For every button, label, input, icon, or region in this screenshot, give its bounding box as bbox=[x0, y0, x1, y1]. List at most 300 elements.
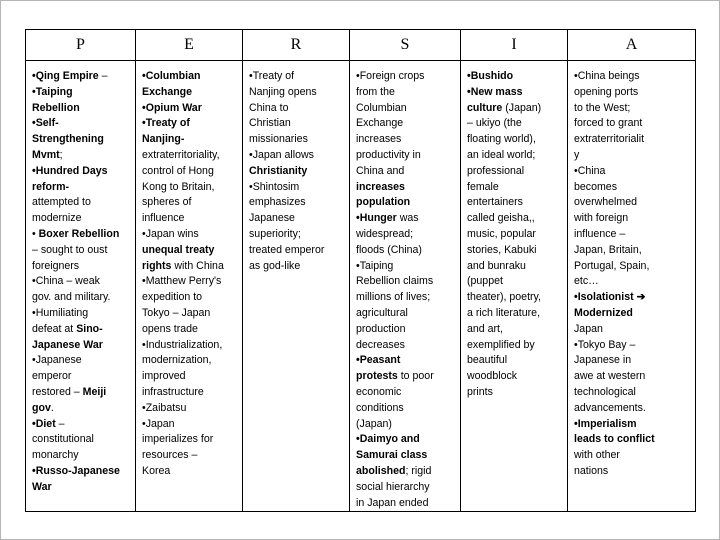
text-run: overwhelmed bbox=[574, 196, 638, 209]
cell-line bbox=[574, 322, 691, 338]
text-run: entertainers bbox=[467, 196, 523, 209]
bold-term: Boxer Rebellion bbox=[38, 227, 120, 240]
header-area: A bbox=[568, 30, 696, 61]
text-run: attempted to bbox=[32, 196, 91, 209]
text-run: (puppet bbox=[467, 275, 503, 288]
cell-line bbox=[467, 385, 563, 401]
text-run: forced to grant bbox=[574, 117, 643, 130]
cell-line bbox=[249, 180, 345, 196]
cell-line bbox=[574, 85, 691, 101]
cell-line bbox=[356, 401, 456, 417]
text-run: – bbox=[55, 417, 65, 430]
text-run: expedition to bbox=[142, 291, 203, 304]
cell-line bbox=[142, 306, 238, 322]
cell-line bbox=[32, 195, 131, 211]
bold-term: •Hundred Days bbox=[32, 164, 108, 177]
bold-term: leads to conflict bbox=[574, 433, 655, 446]
cell-line bbox=[142, 116, 238, 132]
bold-term: •Isolationist bbox=[574, 291, 637, 304]
social-cell bbox=[350, 61, 461, 512]
cell-line bbox=[142, 69, 238, 85]
bold-term: Rebellion bbox=[32, 101, 80, 114]
text-run: •Shintosim bbox=[249, 180, 300, 193]
cell-line bbox=[32, 211, 131, 227]
cell-line bbox=[356, 148, 456, 164]
text-run: •Treaty of bbox=[249, 70, 295, 82]
content-row bbox=[26, 61, 696, 512]
text-run: •Tokyo Bay – bbox=[574, 338, 636, 351]
cell-line bbox=[249, 211, 345, 227]
cell-line bbox=[574, 290, 691, 306]
text-run: extraterritorialit bbox=[574, 133, 645, 146]
text-run: superiority; bbox=[249, 227, 301, 240]
cell-line bbox=[249, 116, 345, 132]
text-run: social hierarchy bbox=[356, 480, 430, 493]
text-run: spheres of bbox=[142, 196, 192, 209]
text-run: advancements. bbox=[574, 401, 646, 414]
cell-line bbox=[574, 417, 691, 433]
cell-line bbox=[142, 401, 238, 417]
cell-line bbox=[356, 353, 456, 369]
text-run: China to bbox=[249, 101, 289, 114]
cell-line bbox=[32, 227, 131, 243]
cell-line bbox=[467, 101, 563, 117]
cell-line bbox=[32, 322, 131, 338]
cell-line bbox=[142, 227, 238, 243]
text-run: floods (China) bbox=[356, 243, 422, 256]
bold-term: •Bushido bbox=[467, 70, 514, 82]
text-run: •Matthew Perry's bbox=[142, 275, 222, 288]
cell-line bbox=[142, 369, 238, 385]
text-run: floating world), bbox=[467, 133, 536, 146]
cell-line bbox=[32, 132, 131, 148]
cell-line bbox=[32, 148, 131, 164]
text-run: •China beings bbox=[574, 70, 640, 82]
header-religious: R bbox=[243, 30, 350, 61]
text-run: y bbox=[574, 148, 580, 161]
cell-line bbox=[574, 259, 691, 275]
cell-line bbox=[574, 306, 691, 322]
bold-term: reform- bbox=[32, 180, 70, 193]
cell-line bbox=[32, 101, 131, 117]
area-cell bbox=[568, 61, 696, 512]
cell-line bbox=[142, 259, 238, 275]
cell-line bbox=[356, 227, 456, 243]
cell-line bbox=[32, 464, 131, 480]
text-run: exemplified by bbox=[467, 338, 535, 351]
text-run: was bbox=[396, 212, 419, 225]
cell-line bbox=[32, 259, 131, 275]
cell-line bbox=[574, 385, 691, 401]
cell-line bbox=[249, 69, 345, 85]
bold-term: Samurai class bbox=[356, 449, 428, 462]
cell-line bbox=[356, 385, 456, 401]
cell-line bbox=[467, 306, 563, 322]
text-run: restored – bbox=[32, 385, 83, 398]
cell-line bbox=[356, 274, 456, 290]
text-run: opening ports bbox=[574, 85, 639, 98]
cell-line bbox=[142, 322, 238, 338]
bold-term: •Self- bbox=[32, 117, 59, 130]
text-run: Kong to Britain, bbox=[142, 180, 215, 193]
cell-line bbox=[467, 148, 563, 164]
cell-line bbox=[356, 369, 456, 385]
cell-line bbox=[574, 369, 691, 385]
cell-line bbox=[142, 148, 238, 164]
bold-term: •Opium War bbox=[142, 101, 202, 114]
bold-term: •New mass bbox=[467, 85, 523, 98]
cell-line bbox=[32, 417, 131, 433]
text-run: •Japan bbox=[142, 417, 175, 430]
cell-line bbox=[574, 243, 691, 259]
cell-line bbox=[574, 69, 691, 85]
cell-line bbox=[32, 353, 131, 369]
cell-line bbox=[574, 432, 691, 448]
cell-line bbox=[467, 274, 563, 290]
text-run: treated emperor bbox=[249, 243, 325, 256]
text-run: ; bbox=[59, 148, 63, 161]
cell-line bbox=[467, 243, 563, 259]
cell-line bbox=[356, 243, 456, 259]
text-run: missionaries bbox=[249, 133, 308, 146]
text-run: increases bbox=[356, 133, 402, 146]
bold-term: •Columbian bbox=[142, 70, 201, 82]
text-run: economic bbox=[356, 385, 402, 398]
cell-line bbox=[356, 259, 456, 275]
bold-term: Meiji bbox=[82, 385, 107, 398]
text-run: Nanjing opens bbox=[249, 85, 317, 98]
text-run: ; rigid bbox=[405, 464, 432, 477]
bold-term: •Hunger bbox=[356, 212, 397, 225]
bold-term: culture bbox=[467, 101, 503, 114]
cell-line bbox=[356, 132, 456, 148]
cell-line bbox=[142, 101, 238, 117]
bold-term: •Diet bbox=[32, 417, 56, 430]
cell-line bbox=[574, 101, 691, 117]
text-run: a rich literature, bbox=[467, 306, 541, 319]
text-run: opens trade bbox=[142, 322, 198, 335]
bold-term: •Peasant bbox=[356, 354, 401, 367]
text-run: with other bbox=[574, 449, 620, 462]
cell-line bbox=[574, 338, 691, 354]
religious-cell bbox=[243, 61, 350, 512]
text-run: with China bbox=[171, 259, 224, 272]
text-run: infrastructure bbox=[142, 385, 204, 398]
text-run: agricultural bbox=[356, 306, 408, 319]
cell-line bbox=[356, 85, 456, 101]
cell-line bbox=[574, 448, 691, 464]
cell-line bbox=[356, 180, 456, 196]
text-run: •China – weak bbox=[32, 275, 100, 288]
bold-term: Modernized bbox=[574, 306, 633, 319]
cell-line bbox=[32, 164, 131, 180]
cell-line bbox=[142, 385, 238, 401]
cell-line bbox=[32, 369, 131, 385]
text-run: monarchy bbox=[32, 449, 79, 462]
cell-line bbox=[249, 132, 345, 148]
cell-line bbox=[142, 195, 238, 211]
cell-line bbox=[32, 69, 131, 85]
bold-term: Mvmt bbox=[32, 148, 60, 161]
header-intellectual: I bbox=[461, 30, 568, 61]
cell-line bbox=[467, 180, 563, 196]
header-political: P bbox=[26, 30, 136, 61]
text-run: emphasizes bbox=[249, 196, 306, 209]
text-run: female bbox=[467, 180, 499, 193]
text-run: •Industrialization, bbox=[142, 338, 223, 351]
bold-term: Sino- bbox=[76, 322, 103, 335]
cell-line bbox=[356, 164, 456, 180]
cell-line bbox=[249, 195, 345, 211]
cell-line bbox=[142, 274, 238, 290]
cell-line bbox=[142, 180, 238, 196]
cell-line bbox=[467, 259, 563, 275]
bold-term: gov bbox=[32, 401, 51, 414]
cell-line bbox=[32, 338, 131, 354]
text-run: woodblock bbox=[467, 370, 518, 383]
cell-line bbox=[574, 211, 691, 227]
text-run: (Japan) bbox=[356, 417, 392, 430]
text-run: as god-like bbox=[249, 259, 301, 272]
text-run: •Foreign crops bbox=[356, 70, 425, 82]
cell-line bbox=[249, 85, 345, 101]
cell-line bbox=[356, 306, 456, 322]
cell-line bbox=[32, 243, 131, 259]
text-run: – sought to oust bbox=[32, 243, 108, 256]
cell-line bbox=[32, 180, 131, 196]
cell-line bbox=[249, 101, 345, 117]
cell-line bbox=[356, 101, 456, 117]
bold-term: rights bbox=[142, 259, 172, 272]
bold-term: Japanese War bbox=[32, 338, 103, 351]
text-run: Japanese in bbox=[574, 354, 632, 367]
cell-line bbox=[356, 116, 456, 132]
cell-line bbox=[249, 164, 345, 180]
text-run: •Japan allows bbox=[249, 148, 314, 161]
text-run: and bunraku bbox=[467, 259, 526, 272]
cell-line bbox=[142, 290, 238, 306]
text-run: Japan bbox=[574, 322, 603, 335]
text-run: defeat at bbox=[32, 322, 77, 335]
cell-line bbox=[142, 432, 238, 448]
text-run: professional bbox=[467, 164, 525, 177]
bold-term: •Imperialism bbox=[574, 417, 637, 430]
cell-line bbox=[574, 195, 691, 211]
cell-line bbox=[356, 417, 456, 433]
cell-line bbox=[356, 448, 456, 464]
text-run: stories, Kabuki bbox=[467, 243, 537, 256]
cell-line bbox=[574, 401, 691, 417]
text-run: millions of lives; bbox=[356, 291, 431, 304]
text-run: control of Hong bbox=[142, 164, 214, 177]
text-run: called geisha,, bbox=[467, 212, 535, 225]
text-run: theater), poetry, bbox=[467, 291, 541, 304]
cell-line bbox=[32, 306, 131, 322]
bold-term: ➔ bbox=[636, 291, 646, 304]
cell-line bbox=[142, 85, 238, 101]
cell-line bbox=[574, 164, 691, 180]
cell-line bbox=[467, 164, 563, 180]
text-run: Columbian bbox=[356, 101, 407, 114]
cell-line bbox=[32, 290, 131, 306]
text-run: decreases bbox=[356, 338, 405, 351]
cell-line bbox=[574, 227, 691, 243]
cell-line bbox=[249, 243, 345, 259]
text-run: production bbox=[356, 322, 406, 335]
cell-line bbox=[574, 180, 691, 196]
cell-line bbox=[356, 338, 456, 354]
text-run: Japanese bbox=[249, 212, 295, 225]
bold-term: Christianity bbox=[249, 164, 308, 177]
text-run: etc… bbox=[574, 275, 599, 288]
text-run: prints bbox=[467, 385, 493, 398]
cell-line bbox=[356, 480, 456, 496]
text-run: improved bbox=[142, 370, 186, 383]
header-row bbox=[26, 30, 696, 61]
cell-line bbox=[32, 385, 131, 401]
text-run: widespread; bbox=[356, 227, 414, 240]
text-run: in Japan ended bbox=[356, 496, 429, 509]
cell-line bbox=[142, 243, 238, 259]
text-run: – bbox=[98, 70, 108, 82]
text-run: •Japanese bbox=[32, 354, 82, 367]
text-run: productivity in bbox=[356, 148, 421, 161]
text-run: (Japan) bbox=[502, 101, 542, 114]
cell-line bbox=[467, 322, 563, 338]
cell-line bbox=[574, 148, 691, 164]
cell-line bbox=[467, 369, 563, 385]
text-run: •Japan wins bbox=[142, 227, 199, 240]
text-run: . bbox=[50, 401, 54, 414]
text-run: China and bbox=[356, 164, 405, 177]
header-economic: E bbox=[136, 30, 243, 61]
cell-line bbox=[467, 132, 563, 148]
bold-term: population bbox=[356, 196, 411, 209]
cell-line bbox=[142, 417, 238, 433]
cell-line bbox=[32, 480, 131, 496]
text-run: gov. and military. bbox=[32, 291, 111, 304]
cell-line bbox=[574, 464, 691, 480]
cell-line bbox=[249, 259, 345, 275]
cell-line bbox=[356, 432, 456, 448]
cell-line bbox=[356, 464, 456, 480]
cell-line bbox=[32, 274, 131, 290]
cell-line bbox=[467, 227, 563, 243]
text-run: resources – bbox=[142, 449, 198, 462]
cell-line bbox=[574, 353, 691, 369]
text-run: from the bbox=[356, 85, 395, 98]
text-run: modernization, bbox=[142, 354, 212, 367]
bold-term: Exchange bbox=[142, 85, 193, 98]
cell-line bbox=[467, 116, 563, 132]
bold-term: increases bbox=[356, 180, 405, 193]
text-run: technological bbox=[574, 385, 636, 398]
text-run: •Humiliating bbox=[32, 306, 89, 319]
text-run: to the West; bbox=[574, 101, 631, 114]
cell-line bbox=[32, 401, 131, 417]
cell-line bbox=[142, 464, 238, 480]
economic-cell bbox=[136, 61, 243, 512]
bold-term: •Qing Empire bbox=[32, 70, 99, 82]
cell-line bbox=[32, 432, 131, 448]
text-run: an ideal world; bbox=[467, 148, 536, 161]
text-run: nations bbox=[574, 464, 609, 477]
cell-line bbox=[467, 211, 563, 227]
text-run: •Zaibatsu bbox=[142, 401, 187, 414]
cell-line bbox=[356, 496, 456, 512]
text-run: Exchange bbox=[356, 117, 404, 130]
text-run: music, popular bbox=[467, 227, 536, 240]
cell-line bbox=[142, 448, 238, 464]
text-run: Japan, Britain, bbox=[574, 243, 642, 256]
text-run: influence bbox=[142, 212, 185, 225]
bold-term: unequal treaty bbox=[142, 243, 215, 256]
cell-line bbox=[142, 338, 238, 354]
cell-line bbox=[467, 290, 563, 306]
text-run: – ukiyo (the bbox=[467, 117, 522, 130]
cell-line bbox=[142, 211, 238, 227]
bold-term: War bbox=[32, 480, 52, 493]
bold-term: •Daimyo and bbox=[356, 433, 420, 446]
cell-line bbox=[356, 290, 456, 306]
political-cell bbox=[26, 61, 136, 512]
cell-line bbox=[32, 85, 131, 101]
cell-line bbox=[574, 274, 691, 290]
cell-line bbox=[142, 164, 238, 180]
intellectual-cell bbox=[461, 61, 568, 512]
bold-term: Strengthening bbox=[32, 133, 104, 146]
header-social: S bbox=[350, 30, 461, 61]
persia-chart-table bbox=[25, 29, 696, 512]
cell-line bbox=[249, 227, 345, 243]
text-run: constitutional bbox=[32, 433, 94, 446]
text-run: Christian bbox=[249, 117, 291, 130]
text-run: modernize bbox=[32, 212, 82, 225]
bold-term: abolished bbox=[356, 464, 406, 477]
cell-line bbox=[467, 85, 563, 101]
cell-line bbox=[574, 132, 691, 148]
text-run: Korea bbox=[142, 464, 171, 477]
text-run: foreigners bbox=[32, 259, 80, 272]
cell-line bbox=[356, 211, 456, 227]
cell-line bbox=[356, 195, 456, 211]
bold-term: protests bbox=[356, 370, 398, 383]
text-run: • bbox=[32, 227, 39, 240]
text-run: influence – bbox=[574, 227, 626, 240]
cell-line bbox=[356, 69, 456, 85]
text-run: imperializes for bbox=[142, 433, 214, 446]
cell-line bbox=[467, 353, 563, 369]
cell-line bbox=[467, 338, 563, 354]
text-run: extraterritoriality, bbox=[142, 148, 220, 161]
bold-term: Nanjing- bbox=[142, 133, 185, 146]
text-run: conditions bbox=[356, 401, 404, 414]
text-run: awe at western bbox=[574, 370, 646, 383]
text-run: to poor bbox=[397, 370, 434, 383]
text-run: •Taiping bbox=[356, 259, 394, 272]
cell-line bbox=[32, 448, 131, 464]
cell-line bbox=[467, 195, 563, 211]
cell-line bbox=[467, 69, 563, 85]
text-run: Tokyo – Japan bbox=[142, 306, 211, 319]
text-run: with foreign bbox=[574, 212, 629, 225]
text-run: Portugal, Spain, bbox=[574, 259, 650, 272]
text-run: becomes bbox=[574, 180, 617, 193]
cell-line bbox=[249, 148, 345, 164]
text-run: beautiful bbox=[467, 354, 508, 367]
cell-line bbox=[356, 322, 456, 338]
text-run: emperor bbox=[32, 370, 72, 383]
